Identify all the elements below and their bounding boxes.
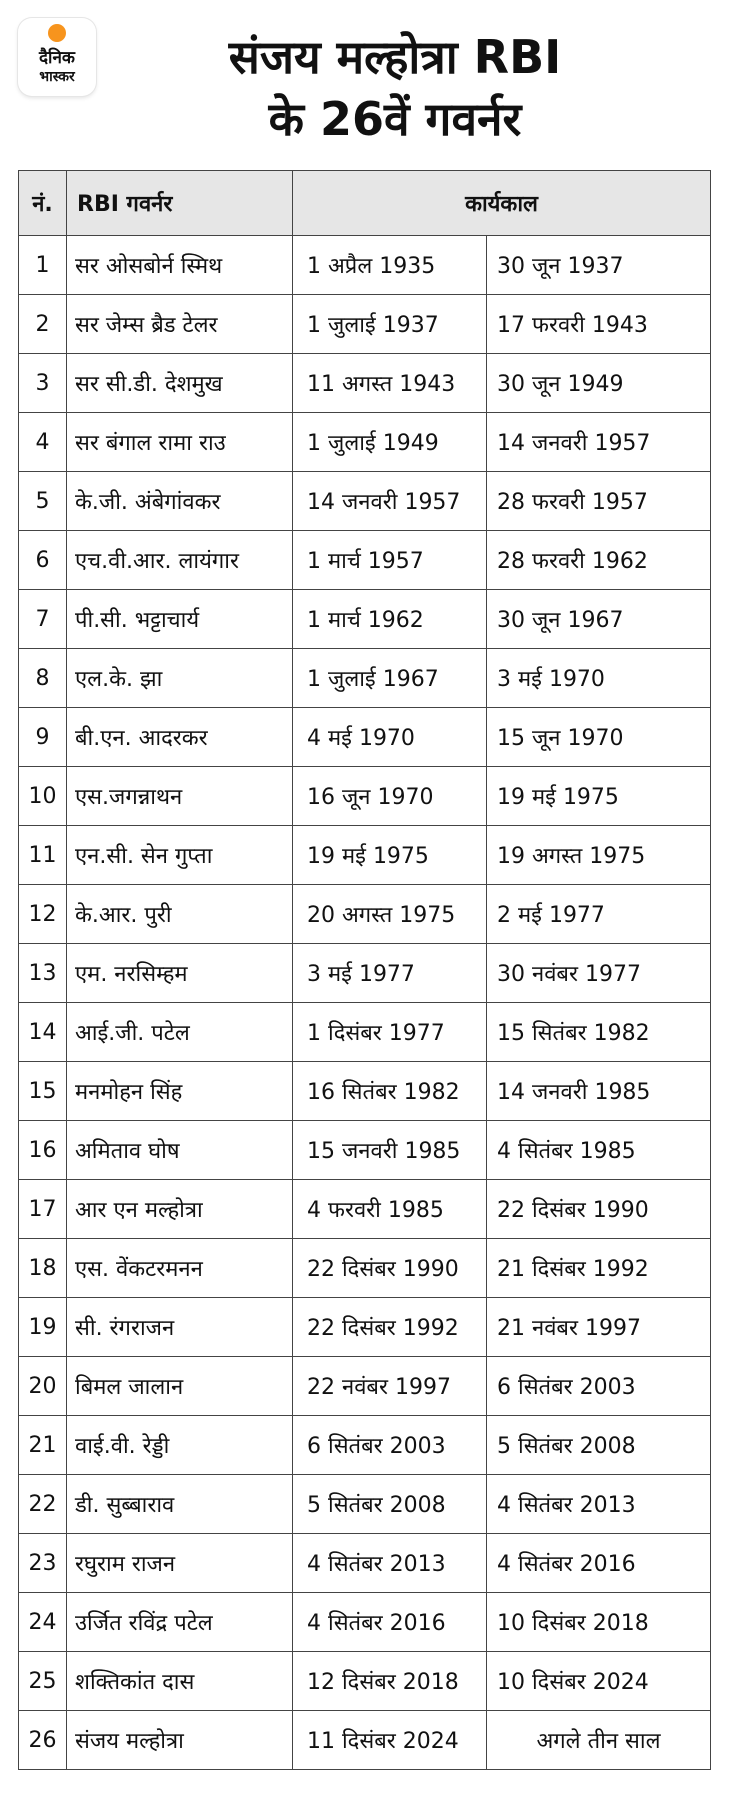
tenure-end: 22 दिसंबर 1990 <box>487 1180 711 1239</box>
tenure-end: अगले तीन साल <box>487 1711 711 1770</box>
table-row <box>19 767 711 826</box>
table-row <box>19 354 711 413</box>
tenure-start: 1 अप्रैल 1935 <box>293 236 487 295</box>
governor-name: बी.एन. आदरकर <box>67 708 293 767</box>
table-row <box>19 295 711 354</box>
tenure-end: 4 सितंबर 2013 <box>487 1475 711 1534</box>
tenure-start: 22 दिसंबर 1992 <box>293 1298 487 1357</box>
tenure-end: 28 फरवरी 1962 <box>487 531 711 590</box>
tenure-end: 4 सितंबर 2016 <box>487 1534 711 1593</box>
table-row <box>19 649 711 708</box>
table-row <box>19 1475 711 1534</box>
tenure-end: 5 सितंबर 2008 <box>487 1416 711 1475</box>
page-title <box>120 26 670 150</box>
governors-table-container <box>18 170 710 1770</box>
table-row <box>19 708 711 767</box>
tenure-start: 1 मार्च 1962 <box>293 590 487 649</box>
governor-name: मनमोहन सिंह <box>67 1062 293 1121</box>
governor-name: अमिताव घोष <box>67 1121 293 1180</box>
tenure-start: 1 दिसंबर 1977 <box>293 1003 487 1062</box>
tenure-start: 11 दिसंबर 2024 <box>293 1711 487 1770</box>
tenure-end: 15 सितंबर 1982 <box>487 1003 711 1062</box>
header-governor: RBI गवर्नर <box>67 171 293 236</box>
governor-name: एम. नरसिम्हम <box>67 944 293 1003</box>
table-row <box>19 1239 711 1298</box>
tenure-start: 3 मई 1977 <box>293 944 487 1003</box>
tenure-end: 28 फरवरी 1957 <box>487 472 711 531</box>
governor-name: पी.सी. भट्टाचार्य <box>67 590 293 649</box>
title-line-1: संजय मल्होत्रा RBI <box>228 30 562 84</box>
governor-name: एन.सी. सेन गुप्ता <box>67 826 293 885</box>
table-row <box>19 1357 711 1416</box>
table-row <box>19 1416 711 1475</box>
governor-name: एस. वेंकटरमनन <box>67 1239 293 1298</box>
logo-text-line1: दैनिक <box>39 48 75 68</box>
row-number: 15 <box>19 1062 67 1121</box>
table-row <box>19 472 711 531</box>
row-number: 19 <box>19 1298 67 1357</box>
tenure-start: 4 सितंबर 2016 <box>293 1593 487 1652</box>
row-number: 7 <box>19 590 67 649</box>
row-number: 20 <box>19 1357 67 1416</box>
tenure-start: 6 सितंबर 2003 <box>293 1416 487 1475</box>
row-number: 22 <box>19 1475 67 1534</box>
header <box>0 0 730 168</box>
governor-name: एस.जगन्नाथन <box>67 767 293 826</box>
row-number: 25 <box>19 1652 67 1711</box>
table-row <box>19 531 711 590</box>
dainik-bhaskar-logo <box>18 18 96 96</box>
table-row <box>19 1003 711 1062</box>
tenure-start: 4 सितंबर 2013 <box>293 1534 487 1593</box>
governor-name: रघुराम राजन <box>67 1534 293 1593</box>
row-number: 3 <box>19 354 67 413</box>
row-number: 10 <box>19 767 67 826</box>
governor-name: आर एन मल्होत्रा <box>67 1180 293 1239</box>
governor-name: एच.वी.आर. लायंगार <box>67 531 293 590</box>
governor-name: उर्जित रविंद्र पटेल <box>67 1593 293 1652</box>
table-row <box>19 944 711 1003</box>
tenure-start: 1 जुलाई 1967 <box>293 649 487 708</box>
row-number: 6 <box>19 531 67 590</box>
table-row <box>19 1652 711 1711</box>
table-row <box>19 236 711 295</box>
tenure-end: 14 जनवरी 1985 <box>487 1062 711 1121</box>
row-number: 4 <box>19 413 67 472</box>
tenure-end: 30 जून 1937 <box>487 236 711 295</box>
header-tenure: कार्यकाल <box>293 171 711 236</box>
row-number: 9 <box>19 708 67 767</box>
row-number: 14 <box>19 1003 67 1062</box>
governors-table <box>18 170 711 1770</box>
tenure-start: 22 नवंबर 1997 <box>293 1357 487 1416</box>
governor-name: शक्तिकांत दास <box>67 1652 293 1711</box>
row-number: 8 <box>19 649 67 708</box>
row-number: 13 <box>19 944 67 1003</box>
tenure-start: 1 मार्च 1957 <box>293 531 487 590</box>
tenure-end: 15 जून 1970 <box>487 708 711 767</box>
governor-name: सर सी.डी. देशमुख <box>67 354 293 413</box>
row-number: 26 <box>19 1711 67 1770</box>
row-number: 23 <box>19 1534 67 1593</box>
tenure-start: 1 जुलाई 1937 <box>293 295 487 354</box>
row-number: 11 <box>19 826 67 885</box>
row-number: 17 <box>19 1180 67 1239</box>
tenure-start: 15 जनवरी 1985 <box>293 1121 487 1180</box>
tenure-end: 10 दिसंबर 2018 <box>487 1593 711 1652</box>
logo-text-line2: भास्कर <box>39 69 75 85</box>
table-row <box>19 1062 711 1121</box>
governor-name: सी. रंगराजन <box>67 1298 293 1357</box>
table-row <box>19 826 711 885</box>
tenure-end: 10 दिसंबर 2024 <box>487 1652 711 1711</box>
tenure-start: 16 सितंबर 1982 <box>293 1062 487 1121</box>
tenure-end: 14 जनवरी 1957 <box>487 413 711 472</box>
governor-name: डी. सुब्बाराव <box>67 1475 293 1534</box>
governor-name: सर बंगाल रामा राउ <box>67 413 293 472</box>
row-number: 18 <box>19 1239 67 1298</box>
row-number: 21 <box>19 1416 67 1475</box>
governor-name: संजय मल्होत्रा <box>67 1711 293 1770</box>
tenure-end: 2 मई 1977 <box>487 885 711 944</box>
tenure-start: 1 जुलाई 1949 <box>293 413 487 472</box>
row-number: 1 <box>19 236 67 295</box>
tenure-end: 30 नवंबर 1977 <box>487 944 711 1003</box>
tenure-end: 3 मई 1970 <box>487 649 711 708</box>
tenure-end: 30 जून 1949 <box>487 354 711 413</box>
tenure-end: 30 जून 1967 <box>487 590 711 649</box>
row-number: 24 <box>19 1593 67 1652</box>
tenure-start: 12 दिसंबर 2018 <box>293 1652 487 1711</box>
tenure-end: 17 फरवरी 1943 <box>487 295 711 354</box>
tenure-start: 22 दिसंबर 1990 <box>293 1239 487 1298</box>
row-number: 5 <box>19 472 67 531</box>
header-number: नं. <box>19 171 67 236</box>
tenure-start: 5 सितंबर 2008 <box>293 1475 487 1534</box>
tenure-start: 14 जनवरी 1957 <box>293 472 487 531</box>
tenure-end: 21 दिसंबर 1992 <box>487 1239 711 1298</box>
table-row <box>19 1121 711 1180</box>
tenure-end: 6 सितंबर 2003 <box>487 1357 711 1416</box>
tenure-end: 21 नवंबर 1997 <box>487 1298 711 1357</box>
tenure-end: 19 अगस्त 1975 <box>487 826 711 885</box>
tenure-end: 4 सितंबर 1985 <box>487 1121 711 1180</box>
tenure-start: 11 अगस्त 1943 <box>293 354 487 413</box>
table-row <box>19 1534 711 1593</box>
table-row <box>19 885 711 944</box>
row-number: 16 <box>19 1121 67 1180</box>
table-row <box>19 413 711 472</box>
governor-name: सर जेम्स ब्रैड टेलर <box>67 295 293 354</box>
tenure-end: 19 मई 1975 <box>487 767 711 826</box>
governor-name: के.आर. पुरी <box>67 885 293 944</box>
governor-name: एल.के. झा <box>67 649 293 708</box>
governor-name: आई.जी. पटेल <box>67 1003 293 1062</box>
tenure-start: 19 मई 1975 <box>293 826 487 885</box>
table-row <box>19 590 711 649</box>
title-line-2: के 26वें गवर्नर <box>268 92 522 146</box>
table-row <box>19 1711 711 1770</box>
governor-name: सर ओसबोर्न स्मिथ <box>67 236 293 295</box>
table-row <box>19 1180 711 1239</box>
row-number: 2 <box>19 295 67 354</box>
table-row <box>19 1298 711 1357</box>
table-header-row <box>19 171 711 236</box>
governor-name: बिमल जालान <box>67 1357 293 1416</box>
sun-icon <box>48 24 66 42</box>
governor-name: वाई.वी. रेड्डी <box>67 1416 293 1475</box>
tenure-start: 4 मई 1970 <box>293 708 487 767</box>
governor-name: के.जी. अंबेगांवकर <box>67 472 293 531</box>
table-row <box>19 1593 711 1652</box>
row-number: 12 <box>19 885 67 944</box>
tenure-start: 20 अगस्त 1975 <box>293 885 487 944</box>
tenure-start: 16 जून 1970 <box>293 767 487 826</box>
tenure-start: 4 फरवरी 1985 <box>293 1180 487 1239</box>
